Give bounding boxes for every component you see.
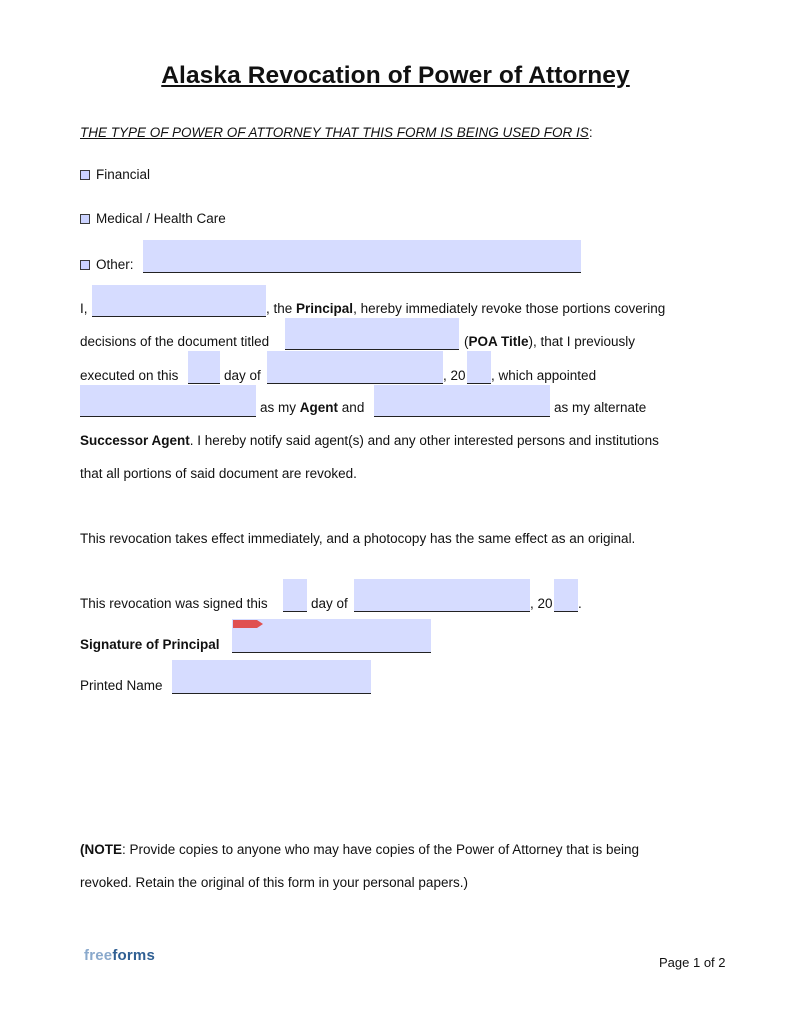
executed-year-field[interactable]	[467, 351, 491, 384]
note-text-1: : Provide copies to anyone who may have copies of the Power of Attorney that is being	[122, 842, 640, 857]
agent-line-a	[260, 399, 364, 417]
other-option	[80, 256, 134, 274]
financial-label: Financial	[96, 167, 151, 182]
signed-month-field[interactable]	[354, 579, 530, 612]
signed-day-field[interactable]	[283, 579, 307, 612]
signed-day-of-label: day of	[311, 596, 348, 611]
executed-day-field[interactable]	[188, 351, 220, 384]
poa-title-note	[464, 333, 635, 351]
document-title: Alaska Revocation of Power of Attorney	[161, 62, 630, 89]
signed-period: .	[578, 596, 582, 611]
financial-option	[80, 166, 150, 184]
executed-day-of-label: day of	[224, 368, 261, 383]
executed-year-prefix: , 20	[443, 368, 466, 383]
document-titled-label: decisions of the document titled	[80, 334, 270, 349]
medical-checkbox[interactable]	[80, 214, 90, 224]
poa-title-field[interactable]	[285, 318, 459, 350]
principal-suffix: , hereby immediately revoke those portions covering	[353, 301, 666, 316]
medical-option	[80, 210, 226, 228]
poa-title-suffix: ), that I previously	[528, 334, 636, 349]
notify-line	[80, 432, 659, 450]
note-line-2: revoked. Retain the original of this form in your personal papers.)	[80, 875, 468, 890]
note-label: NOTE	[84, 842, 123, 857]
principal-line-label-i: I,	[80, 301, 88, 316]
poa-title-paren: (	[464, 334, 469, 349]
freeforms-logo	[84, 947, 155, 964]
logo-free-text: free	[84, 947, 113, 964]
signed-year-field[interactable]	[554, 579, 578, 612]
effect-paragraph: This revocation takes effect immediately, and a photocopy has the same effect as an original.	[80, 531, 636, 546]
revoked-line: that all portions of said document are revoked.	[80, 466, 357, 481]
successor-agent-term: Successor Agent	[80, 433, 190, 448]
financial-checkbox[interactable]	[80, 170, 90, 180]
other-label: Other:	[96, 257, 134, 272]
note-paren: (	[80, 842, 85, 857]
other-checkbox[interactable]	[80, 260, 90, 270]
executed-month-field[interactable]	[267, 351, 443, 384]
type-heading-text: THE TYPE OF POWER OF ATTORNEY THAT THIS FORM IS BEING USED FOR IS	[80, 125, 589, 140]
page-number: Page 1 of 2	[659, 955, 726, 970]
signed-label: This revocation was signed this	[80, 596, 268, 611]
sign-here-tag[interactable]	[233, 620, 263, 628]
as-my-label: as my	[260, 400, 297, 415]
and-label: and	[341, 400, 365, 415]
other-field[interactable]	[143, 240, 581, 273]
note-line-1	[80, 841, 639, 859]
signed-year-prefix: , 20	[530, 596, 553, 611]
principal-prefix: , the	[266, 301, 297, 316]
type-heading-colon: :	[588, 125, 593, 140]
principal-name-field[interactable]	[92, 285, 266, 317]
logo-forms-text: forms	[112, 947, 156, 964]
poa-title-term: POA Title	[468, 334, 529, 349]
notify-text: . I hereby notify said agent(s) and any other interested persons and institutions	[189, 433, 659, 448]
as-my-alternate-label: as my alternate	[554, 400, 647, 415]
signature-label: Signature of Principal	[80, 637, 220, 652]
principal-line-rest	[266, 300, 665, 318]
agent-term: Agent	[299, 400, 339, 415]
executed-on-label: executed on this	[80, 368, 179, 383]
agent-name-field[interactable]	[80, 385, 256, 417]
principal-term: Principal	[296, 301, 354, 316]
type-heading	[80, 125, 593, 140]
printed-name-label: Printed Name	[80, 678, 163, 693]
alternate-agent-field[interactable]	[374, 385, 550, 417]
printed-name-field[interactable]	[172, 660, 371, 694]
which-appointed-label: , which appointed	[491, 368, 597, 383]
medical-label: Medical / Health Care	[96, 211, 226, 226]
